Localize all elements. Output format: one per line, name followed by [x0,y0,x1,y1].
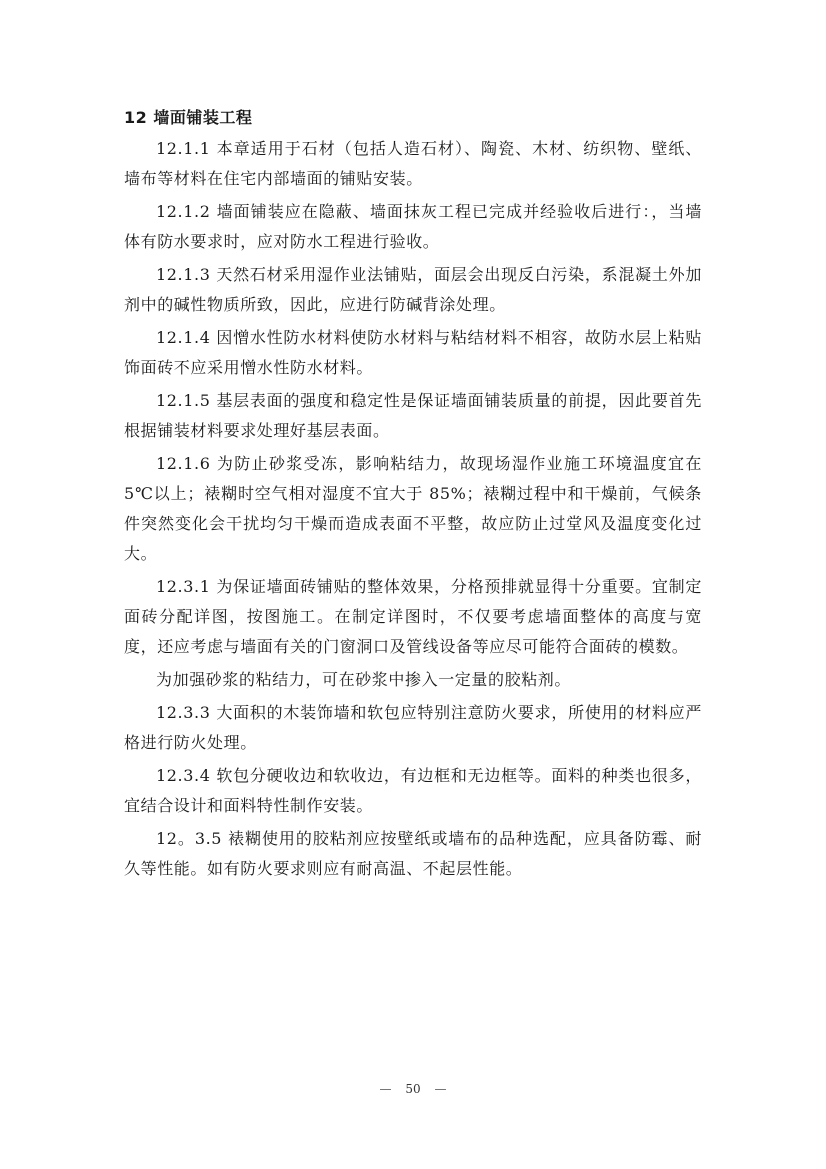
clause-12-1-6: 12.1.6 为防止砂浆受冻，影响粘结力，故现场湿作业施工环境温度宜在 5℃以上；裱糊时空气相对湿度不宜大于 85%；裱糊过程中和干燥前，气候条件突然变化会干扰均匀干燥而造成表面不平整，故应防止过堂风及温度变化过大。 [124,454,702,563]
page-content [124,104,702,887]
clause-12-1-5: 12.1.5 基层表面的强度和稳定性是保证墙面铺装质量的前提，因此要首先根据铺装材料要求处理好基层表面。 [124,391,702,440]
clause-12-1-2: 12.1.2 墙面铺装应在隐蔽、墙面抹灰工程已完成并经验收后进行：，当墙体有防水要求时，应对防水工程进行验收。 [124,202,702,251]
page-number: 50 [405,1082,421,1096]
clause-12-3-4: 12.3.4 软包分硬收边和软收边，有边框和无边框等。面料的种类也很多，宜结合设计和面料特性制作安装。 [124,766,702,815]
clause-12-3-5: 12。3.5 裱糊使用的胶粘剂应按壁纸或墙布的品种选配，应具备防霉、耐久等性能。如有防火要求则应有耐高温、不起层性能。 [124,829,702,878]
clause-12-3-3: 12.3.3 大面积的木装饰墙和软包应特别注意防火要求，所使用的材料应严格进行防火处理。 [124,703,702,752]
clause-12-1-4: 12.1.4 因憎水性防水材料使防水材料与粘结材料不相容，故防水层上粘贴饰面砖不应采用憎水性防水材料。 [124,328,702,377]
footer-dash-right: — [434,1082,447,1096]
section-title: 12 墙面铺装工程 [124,108,253,127]
clause-12-1-1: 12.1.1 本章适用于石材（包括人造石材）、陶瓷、木材、纺织物、壁纸、墙布等材料在住宅内部墙面的铺贴安装。 [124,139,702,188]
footer-dash-left: — [379,1082,392,1096]
clause-12-1-3: 12.1.3 天然石材采用湿作业法铺贴，面层会出现反白污染，系混凝土外加剂中的碱性物质所致，因此，应进行防碱背涂处理。 [124,265,702,314]
clause-12-3-1: 12.3.1 为保证墙面砖铺贴的整体效果，分格预排就显得十分重要。宜制定面砖分配详图，按图施工。在制定详图时，不仅要考虑墙面整体的高度与宽度，还应考虑与墙面有关的门窗洞口及管线设备等应尽可能符合面砖的模数。 [124,577,702,656]
clause-12-3-1-continuation: 为加强砂浆的粘结力，可在砂浆中掺入一定量的胶粘剂。 [156,670,572,689]
page-footer [0,1082,826,1096]
